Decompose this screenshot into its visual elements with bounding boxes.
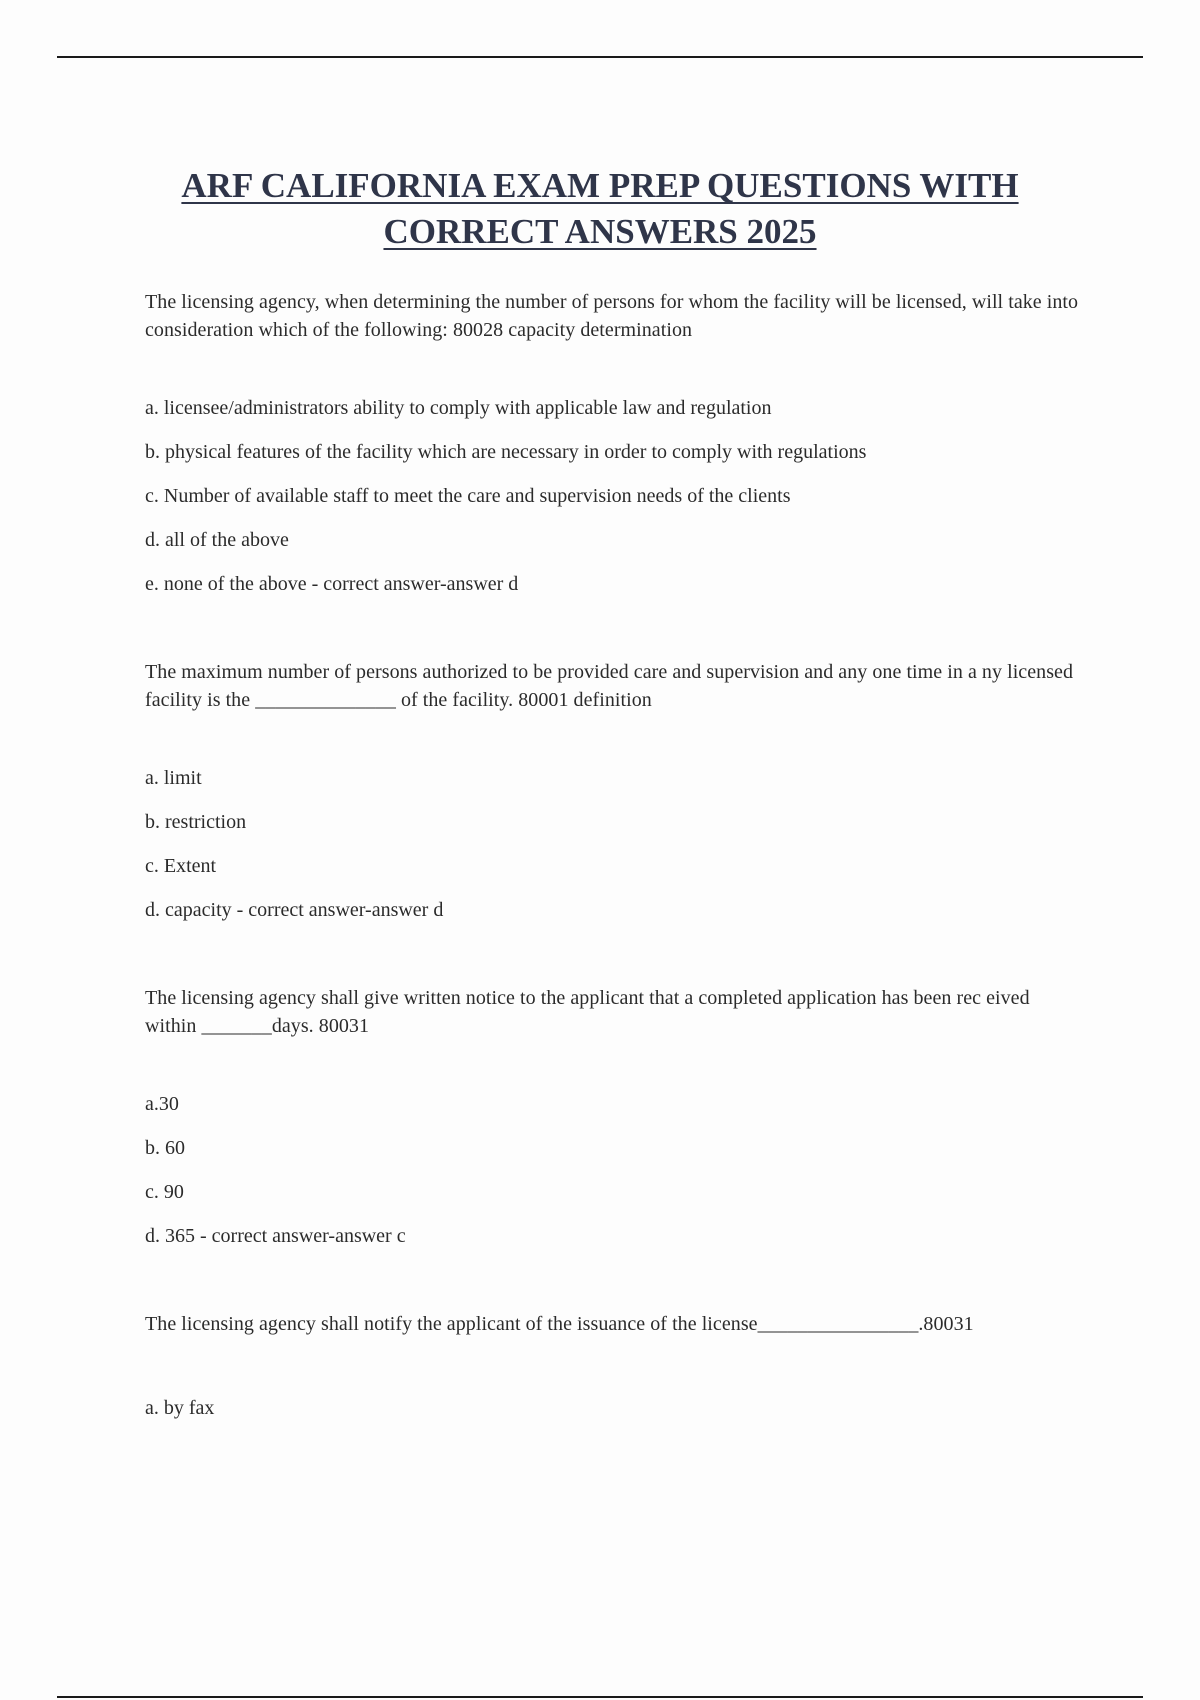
answer-option: b. restriction <box>145 811 247 833</box>
question-text: The maximum number of persons authorized to be provided care and supervision and any one time in a ny licensed facility is the ______________ of the facility. 80001 definition <box>145 661 1074 711</box>
title-line-2: CORRECT ANSWERS 2025 <box>383 212 817 252</box>
answer-option: b. 60 <box>145 1137 185 1159</box>
header-rule <box>57 56 1143 58</box>
title-line-1: ARF CALIFORNIA EXAM PREP QUESTIONS WITH <box>181 166 1019 206</box>
question-block <box>145 1310 1085 1440</box>
answer-option: e. none of the above - correct answer-answer d <box>145 573 519 595</box>
answer-option: c. Extent <box>145 855 217 877</box>
answer-option: c. Number of available staff to meet the care and supervision needs of the clients <box>145 485 791 507</box>
answer-option: d. 365 - correct answer-answer c <box>145 1225 406 1247</box>
question-text: The licensing agency shall give written notice to the applicant that a completed application has been rec eived within _______days. 80031 <box>145 987 1030 1037</box>
answer-options <box>145 1396 1085 1440</box>
question-text: The licensing agency shall notify the applicant of the issuance of the license________________.80031 <box>145 1313 974 1335</box>
question-text: The licensing agency, when determining the number of persons for whom the facility will be licensed, will take into consideration which of the following: 80028 capacity determination <box>145 291 1079 341</box>
answer-option: d. capacity - correct answer-answer d <box>145 899 444 921</box>
document-title <box>100 163 1100 255</box>
answer-option: a. by fax <box>145 1397 215 1419</box>
answer-option: a. licensee/administrators ability to comply with applicable law and regulation <box>145 397 772 419</box>
question-block <box>145 288 1085 616</box>
answer-options <box>145 1092 1085 1268</box>
footer-rule <box>57 1696 1143 1698</box>
answer-options <box>145 396 1085 616</box>
answer-option: d. all of the above <box>145 529 289 551</box>
question-block <box>145 984 1085 1268</box>
answer-option: b. physical features of the facility which are necessary in order to comply with regulations <box>145 441 867 463</box>
answer-option: a.30 <box>145 1093 179 1115</box>
answer-options <box>145 766 1085 942</box>
question-block <box>145 658 1085 942</box>
answer-option: c. 90 <box>145 1181 184 1203</box>
answer-option: a. limit <box>145 767 202 789</box>
question-list <box>145 288 1085 1482</box>
